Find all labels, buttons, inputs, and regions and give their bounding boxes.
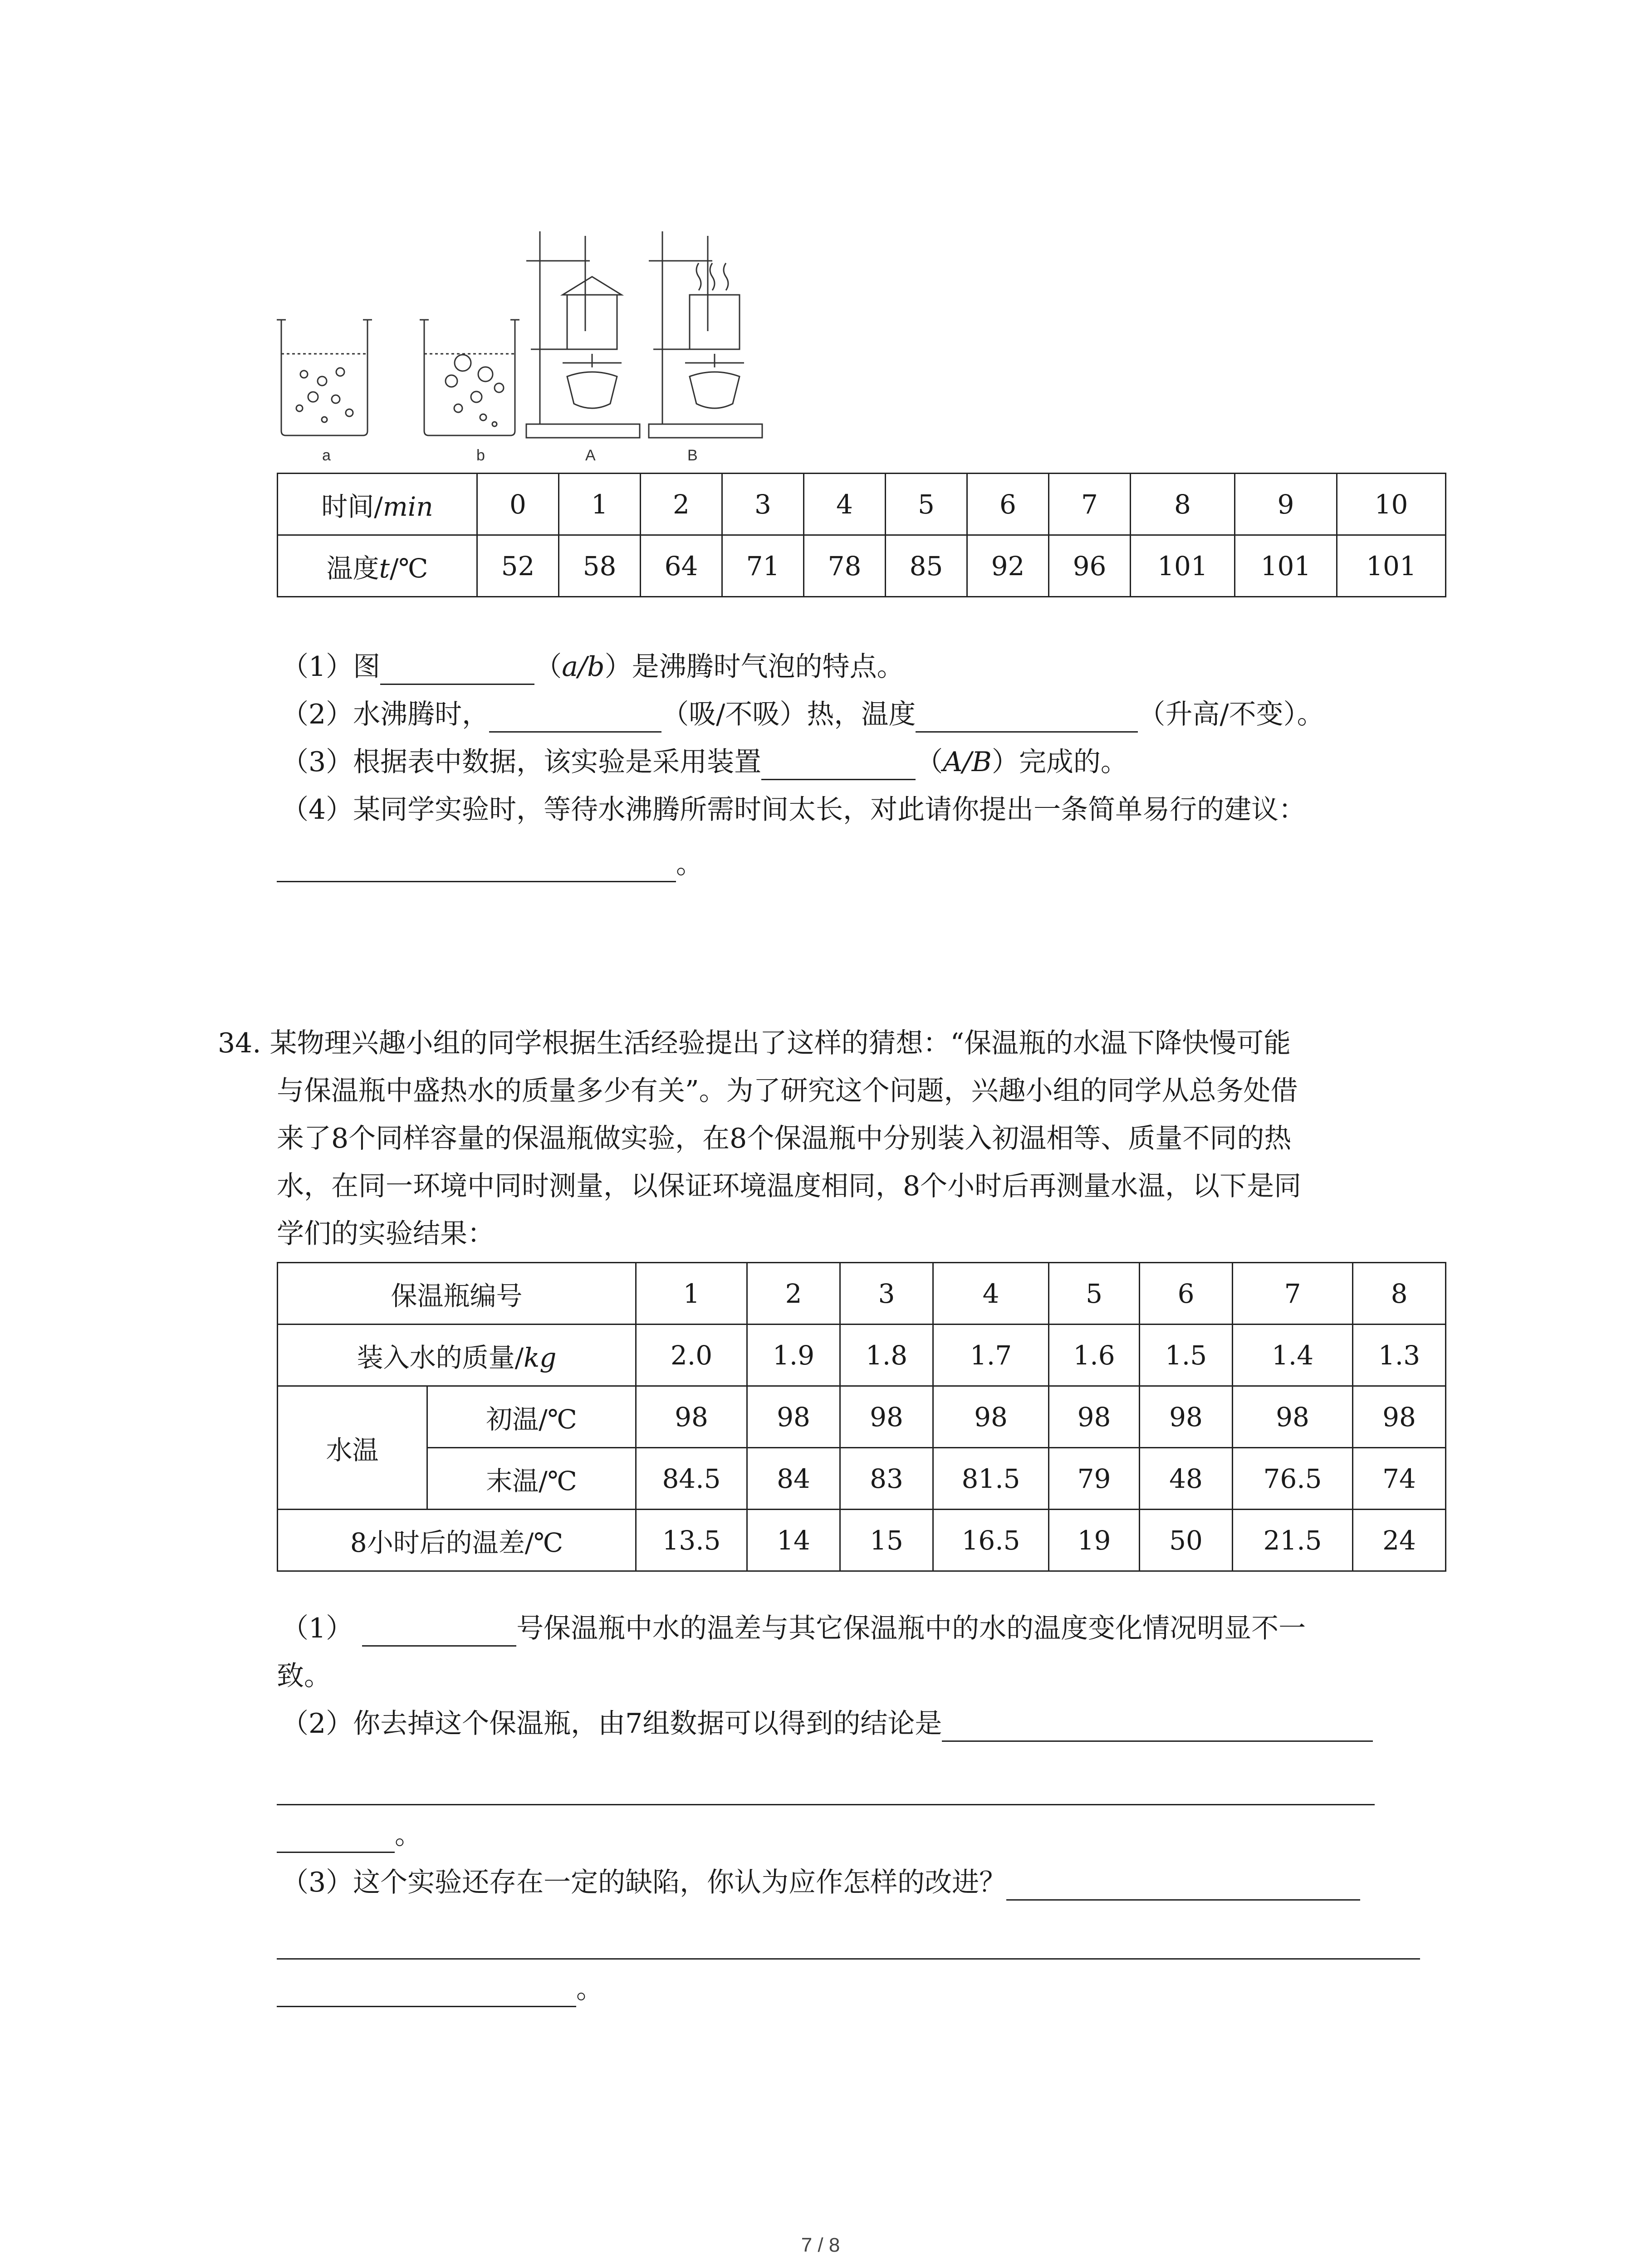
q33-p4-answer-blank[interactable] (277, 853, 676, 882)
temp-diff-cell: 21.5 (1233, 1510, 1353, 1571)
time-cell: 5 (886, 474, 967, 535)
figure-label-b: b (476, 447, 485, 464)
temp-diff-cell: 50 (1140, 1510, 1233, 1571)
temperature-cell: 101 (1131, 535, 1235, 597)
thermos-number-label: 保温瓶编号 (278, 1263, 636, 1325)
q34-p1-answer-blank[interactable] (362, 1617, 516, 1647)
q34-intro-line-2: 与保温瓶中盛热水的质量多少有关”。为了研究这个问题，兴趣小组的同学从总务处借 (277, 1075, 1298, 1107)
q34-part2-answer-end: 。 (277, 1817, 422, 1853)
final-temp-cell: 81.5 (933, 1448, 1049, 1510)
temp-diff-cell: 19 (1049, 1510, 1140, 1571)
q34-intro-line-1: 34. 某物理兴趣小组的同学根据生活经验提出了这样的猜想：“保温瓶的水温下降快慢可能 (218, 1027, 1291, 1059)
initial-temp-label: 初温/℃ (427, 1386, 636, 1448)
final-temp-cell: 79 (1049, 1448, 1140, 1510)
final-temp-cell: 74 (1353, 1448, 1446, 1510)
temperature-row (278, 535, 1446, 597)
initial-temp-cell: 98 (1049, 1386, 1140, 1448)
temperature-cell: 101 (1235, 535, 1337, 597)
q33-part4-answer: 。 (277, 846, 703, 882)
temperature-cell: 101 (1337, 535, 1446, 597)
temp-diff-cell: 24 (1353, 1510, 1446, 1571)
time-cell: 4 (804, 474, 886, 535)
water-mass-cell: 1.8 (840, 1325, 933, 1386)
final-temp-cell: 48 (1140, 1448, 1233, 1510)
water-mass-cell: 2.0 (636, 1325, 747, 1386)
thermos-number-row (278, 1263, 1446, 1325)
temp-diff-cell: 13.5 (636, 1510, 747, 1571)
temp-diff-label: 8小时后的温差/℃ (278, 1510, 636, 1571)
initial-temp-cell: 98 (1353, 1386, 1446, 1448)
q34-intro-line-5: 学们的实验结果： (277, 1218, 495, 1250)
q33-p2-answer-blank-1[interactable] (489, 703, 661, 733)
q34-p2-answer-blank-2[interactable] (277, 1776, 1375, 1805)
initial-temp-cell: 98 (747, 1386, 840, 1448)
thermos-number-cell: 2 (747, 1263, 840, 1325)
temperature-cell: 92 (967, 535, 1049, 597)
figure-label-a: a (322, 447, 331, 464)
time-cell: 8 (1131, 474, 1235, 535)
initial-temp-cell: 98 (933, 1386, 1049, 1448)
final-temp-cell: 83 (840, 1448, 933, 1510)
time-cell: 3 (722, 474, 804, 535)
time-cell: 0 (477, 474, 559, 535)
q33-part2: （2）水沸腾时， （吸/不吸）热，温度 （升高/不变）。 (281, 696, 1324, 733)
q34-p2-answer-blank-1[interactable] (942, 1712, 1373, 1742)
q33-p1-answer-blank[interactable] (380, 655, 534, 685)
q34-p3-answer-blank-3[interactable] (277, 1978, 576, 2007)
water-mass-cell: 1.9 (747, 1325, 840, 1386)
temp-diff-row (278, 1510, 1446, 1571)
apparatus-illustration (272, 218, 817, 472)
initial-temp-cell: 98 (636, 1386, 747, 1448)
q33-part1: （1）图 （a/b）是沸腾时气泡的特点。 (281, 649, 904, 685)
time-label: 时间/min (278, 474, 477, 535)
q34-part2: （2）你去掉这个保温瓶，由7组数据可以得到的结论是 (281, 1706, 1373, 1742)
temperature-cell: 85 (886, 535, 967, 597)
thermos-number-cell: 7 (1233, 1263, 1353, 1325)
q34-p3-answer-blank-2[interactable] (277, 1930, 1420, 1960)
time-cell: 7 (1049, 474, 1131, 535)
boiling-data-table (277, 473, 1446, 597)
time-cell: 2 (641, 474, 722, 535)
thermos-number-cell: 5 (1049, 1263, 1140, 1325)
temperature-cell: 52 (477, 535, 559, 597)
time-row (278, 474, 1446, 535)
water-mass-cell: 1.7 (933, 1325, 1049, 1386)
initial-temp-cell: 98 (1140, 1386, 1233, 1448)
temperature-cell: 78 (804, 535, 886, 597)
q33-p3-answer-blank[interactable] (761, 751, 916, 780)
temp-diff-cell: 16.5 (933, 1510, 1049, 1571)
temperature-cell: 96 (1049, 535, 1131, 597)
q34-p2-answer-blank-3[interactable] (277, 1823, 395, 1853)
final-temp-cell: 84 (747, 1448, 840, 1510)
q33-p2-answer-blank-2[interactable] (916, 703, 1138, 733)
thermos-number-cell: 4 (933, 1263, 1049, 1325)
q34-part1-cont: 致。 (277, 1660, 331, 1692)
final-temp-row (278, 1448, 1446, 1510)
temperature-cell: 64 (641, 535, 722, 597)
figure-label-B: B (687, 447, 698, 464)
initial-temp-row (278, 1386, 1446, 1448)
final-temp-cell: 84.5 (636, 1448, 747, 1510)
q34-part1: （1） 号保温瓶中水的温差与其它保温瓶中的水的温度变化情况明显不一 (281, 1610, 1306, 1647)
q33-part4: （4）某同学实验时，等待水沸腾所需时间太长，对此请你提出一条简单易行的建议： (281, 794, 1306, 826)
thermos-number-cell: 1 (636, 1263, 747, 1325)
water-mass-cell: 1.3 (1353, 1325, 1446, 1386)
time-cell: 10 (1337, 474, 1446, 535)
temp-diff-cell: 15 (840, 1510, 933, 1571)
boiling-experiment-figure (272, 218, 817, 472)
time-cell: 9 (1235, 474, 1337, 535)
q34-p3-answer-blank-1[interactable] (1006, 1871, 1360, 1901)
thermos-data-table (277, 1262, 1446, 1572)
water-mass-cell: 1.4 (1233, 1325, 1353, 1386)
q34-part3-answer-line (277, 1923, 1420, 1960)
thermos-number-cell: 8 (1353, 1263, 1446, 1325)
time-cell: 1 (559, 474, 641, 535)
q34-intro-line-3: 来了8个同样容量的保温瓶做实验，在8个保温瓶中分别装入初温相等、质量不同的热 (277, 1123, 1292, 1154)
water-mass-row (278, 1325, 1446, 1386)
initial-temp-cell: 98 (840, 1386, 933, 1448)
thermos-number-cell: 3 (840, 1263, 933, 1325)
temperature-label: 温度t/℃ (278, 535, 477, 597)
q34-part3: （3）这个实验还存在一定的缺陷，你认为应作怎样的改进？ (281, 1864, 1360, 1901)
figure-label-A: A (585, 447, 596, 464)
temperature-cell: 71 (722, 535, 804, 597)
water-mass-cell: 1.6 (1049, 1325, 1140, 1386)
temp-diff-cell: 14 (747, 1510, 840, 1571)
water-temp-label: 水温 (278, 1386, 427, 1510)
q34-intro-line-4: 水，在同一环境中同时测量，以保证环境温度相同，8个小时后再测量水温，以下是同 (277, 1170, 1302, 1202)
final-temp-cell: 76.5 (1233, 1448, 1353, 1510)
q33-part3: （3）根据表中数据，该实验是采用装置 （A/B）完成的。 (281, 744, 1128, 780)
temperature-cell: 58 (559, 535, 641, 597)
final-temp-label: 末温/℃ (427, 1448, 636, 1510)
initial-temp-cell: 98 (1233, 1386, 1353, 1448)
water-mass-label: 装入水的质量/kg (278, 1325, 636, 1386)
time-cell: 6 (967, 474, 1049, 535)
q34-part3-answer-end: 。 (277, 1971, 603, 2007)
q34-part2-answer-line (277, 1769, 1375, 1805)
water-mass-cell: 1.5 (1140, 1325, 1233, 1386)
page-number: 7 / 8 (801, 2234, 840, 2256)
thermos-number-cell: 6 (1140, 1263, 1233, 1325)
